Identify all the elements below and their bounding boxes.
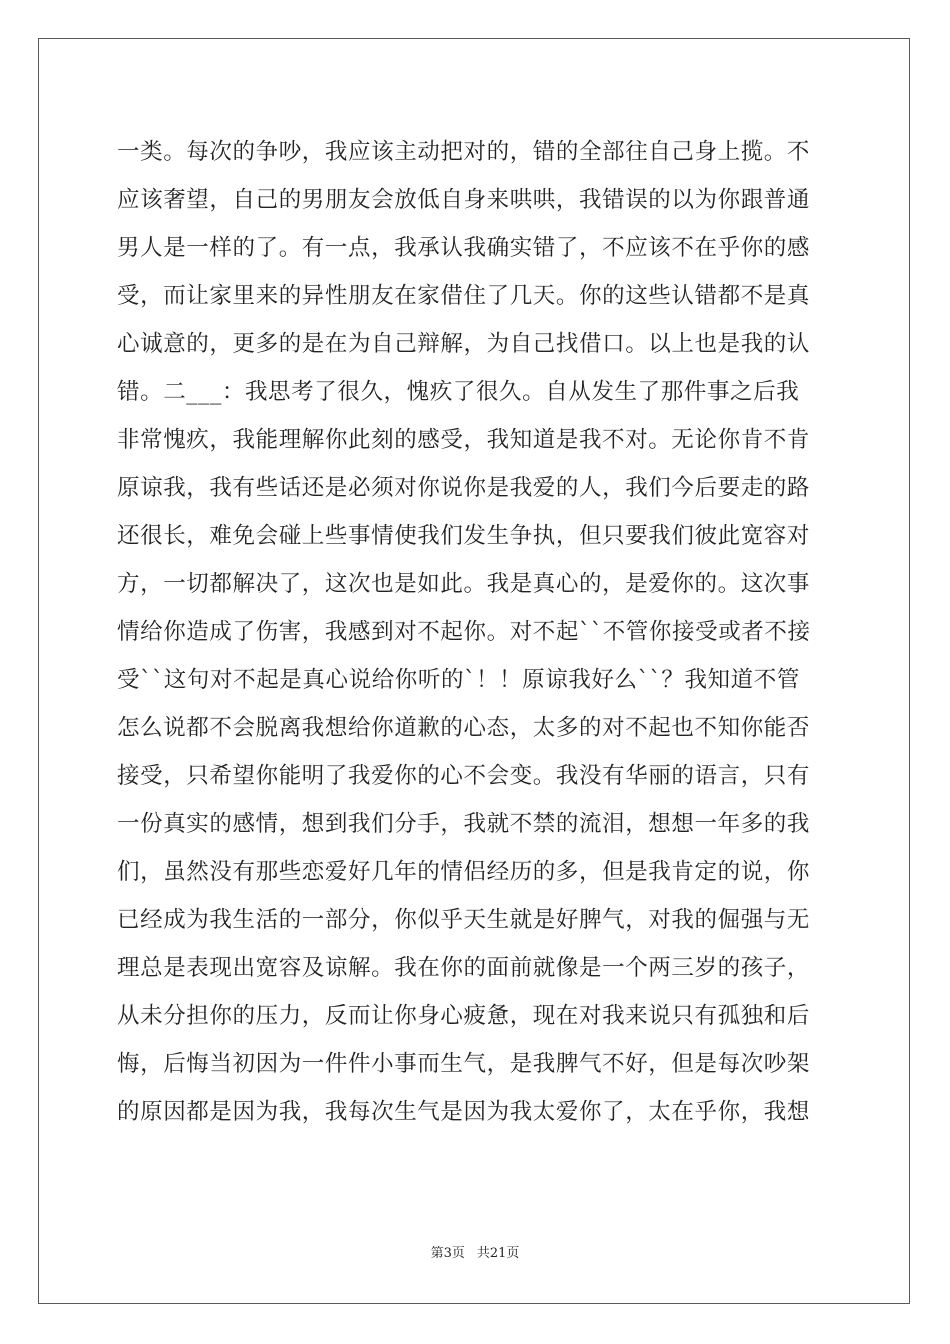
text-line: 们，虽然没有那些恋爱好几年的情侣经历的多，但是我肯定的说，你 [117,859,811,885]
page-footer [0,1242,950,1261]
text-line: 一类。每次的争吵，我应该主动把对的，错的全部往自己身上揽。不 [117,139,811,165]
text-line: 还很长，难免会碰上些事情使我们发生争执，但只要我们彼此宽容对 [117,523,811,549]
text-line: 接受，只希望你能明了我爱你的心不会变。我没有华丽的语言，只有 [117,763,811,789]
text-line: 非常愧疚，我能理解你此刻的感受，我知道是我不对。无论你肯不肯 [117,427,811,453]
document-body [117,128,837,1136]
text-line: 理总是表现出宽容及谅解。我在你的面前就像是一个两三岁的孩子， [117,955,811,981]
text-line: 原谅我，我有些话还是必须对你说你是我爱的人，我们今后要走的路 [117,475,811,501]
text-line: 已经成为我生活的一部分，你似乎天生就是好脾气，对我的倔强与无 [117,907,811,933]
page-number: 第3页 [430,1246,465,1261]
text-line: 心诚意的，更多的是在为自己辩解，为自己找借口。以上也是我的认 [117,331,811,357]
text-line: 受，而让家里来的异性朋友在家借住了几天。你的这些认错都不是真 [117,283,811,309]
page-total: 共21页 [476,1246,520,1261]
text-line: 的原因都是因为我，我每次生气是因为我太爱你了，太在乎你，我想 [117,1099,811,1125]
text-line: 男人是一样的了。有一点，我承认我确实错了，不应该不在乎你的感 [117,235,811,261]
text-line: 应该奢望，自己的男朋友会放低自身来哄哄，我错误的以为你跟普通 [117,187,811,213]
text-line: 情给你造成了伤害，我感到对不起你。对不起``不管你接受或者不接 [117,619,811,645]
text-line: 一份真实的感情，想到我们分手，我就不禁的流泪，想想一年多的我 [117,811,811,837]
text-line: 方，一切都解决了，这次也是如此。我是真心的，是爱你的。这次事 [117,571,811,597]
text-line: 怎么说都不会脱离我想给你道歉的心态，太多的对不起也不知你能否 [117,715,811,741]
text-line: 错。二___：我思考了很久，愧疚了很久。自从发生了那件事之后我 [117,379,800,405]
text-line: 悔，后悔当初因为一件件小事而生气，是我脾气不好，但是每次吵架 [117,1051,811,1077]
text-line: 受``这句对不起是真心说给你听的`！！原谅我好么``？我知道不管 [117,667,800,693]
text-line: 从未分担你的压力，反而让你身心疲惫，现在对我来说只有孤独和后 [117,1003,811,1029]
